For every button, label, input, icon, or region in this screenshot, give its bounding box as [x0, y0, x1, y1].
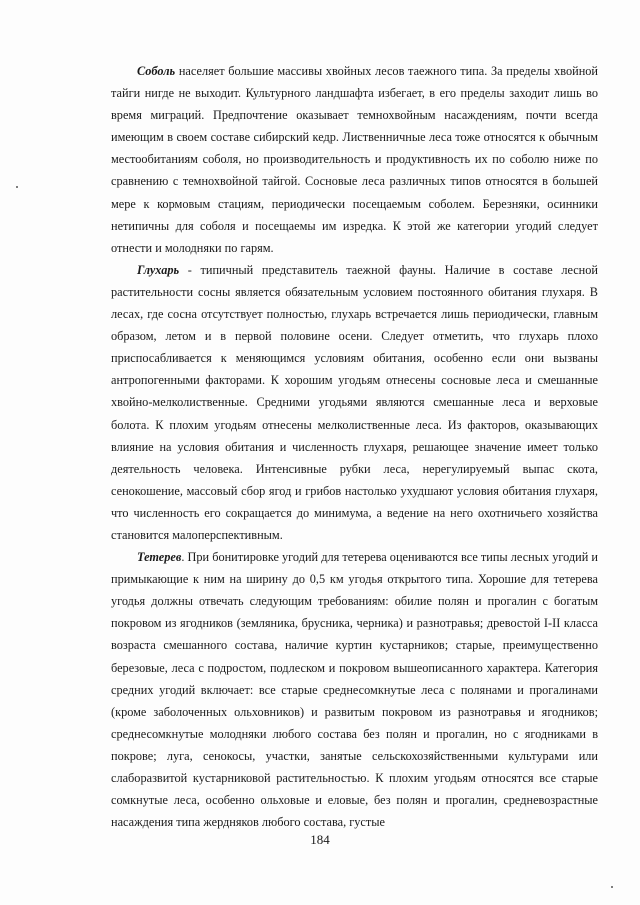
paragraph-text: . При бонитировке угодий для тетерева оцениваются все типы лесных угодий и примыкающие к ним на ширину до 0,5 км угодья открытого типа. Хорошие для тетерева угодья должны отвечать следующим требованиям: обилие полян и прогалин с богатым покровом из ягодников (земляника, брусника, черника) и разнотравья; древостой I-II класса возраста смешанного состава, наличие куртин кустарников; старые, преимущественно березовые, леса с подростом, подлеском и покровом вышеописанного характера. Категория средних угодий включает: все старые среднесомкнутые леса с полянами и прогалинами (кроме заболоченных ольховников) и развитым покровом из разнотравья и ягодников; среднесомкнутые молодняки любого состава без полян и прогалин, но с ягодниками в покрове; луга, сенокосы, участки, занятые сельскохозяйственными культурами или слаборазвитой кустарниковой растительностью. К плохим угодьям относятся все старые сомкнутые леса, особенно ольховые и еловые, без полян и прогалин, средневозрастные насаждения типа жердняков любого состава, густые — [111, 550, 598, 830]
scan-speck — [16, 186, 18, 188]
term-black-grouse: Тетерев — [137, 550, 182, 565]
term-sable: Соболь — [137, 64, 176, 78]
paragraph-text: - типичный представитель таежной фауны. Наличие в составе лесной растительности сосны является обязательным условием постоянного обитания глухаря. В лесах, где сосна отсутствует полностью, глухарь встречается лишь периодически, главным образом, летом и в первой половине осени. Следует отметить, что глухарь плохо приспосабливается к меняющимся условиям обитания, особенно если они вызваны антропогенными факторами. К хорошим угодьям отнесены сосновые леса и смешанные хвойно-мелколиственные. Средними угодьями являются смешанные леса и верховые болота. К плохим угодьям отнесены мелколиственные леса. Из факторов, оказывающих влияние на условия обитания и численность глухаря, решающее значение имеет только деятельность человека. Интенсивные рубки леса, нерегулируемый выпас скота, сенокошение, массовый сбор ягод и грибов настолько ухудшают условия обитания глухаря, что численность его сокращается до минимума, а ведение на него охотничьего хозяйства становится малоперспективным. — [111, 262, 598, 542]
paragraph-capercaillie — [111, 259, 598, 546]
paragraph-text: населяет большие массивы хвойных лесов таежного типа. За пределы хвойной тайги нигде не выходит. Культурного ландшафта избегает, в его пределы заходит лишь во время миграций. Предпочтение оказывает темнохвойным насаждениям, почти всегда имеющим в своем составе сибирский кедр. Лиственничные леса тоже относятся к обычным местообитаниям соболя, но производительность и продуктивность их по соболю ниже по сравнению с темнохвойной тайгой. Сосновые леса различных типов относятся в большей мере к кормовым стациям, периодически посещаемым соболем. Березняки, осинники нетипичны для соболя и посещаемы им изредка. К этой же категории угодий следует отнести и молодняки по гарям. — [111, 64, 598, 255]
body-text — [111, 60, 598, 833]
scan-speck — [611, 886, 613, 888]
paragraph-black-grouse — [111, 546, 598, 833]
paragraph-sable — [111, 60, 598, 259]
term-capercaillie: Глухарь — [137, 262, 180, 277]
page-number: 184 — [310, 832, 330, 847]
